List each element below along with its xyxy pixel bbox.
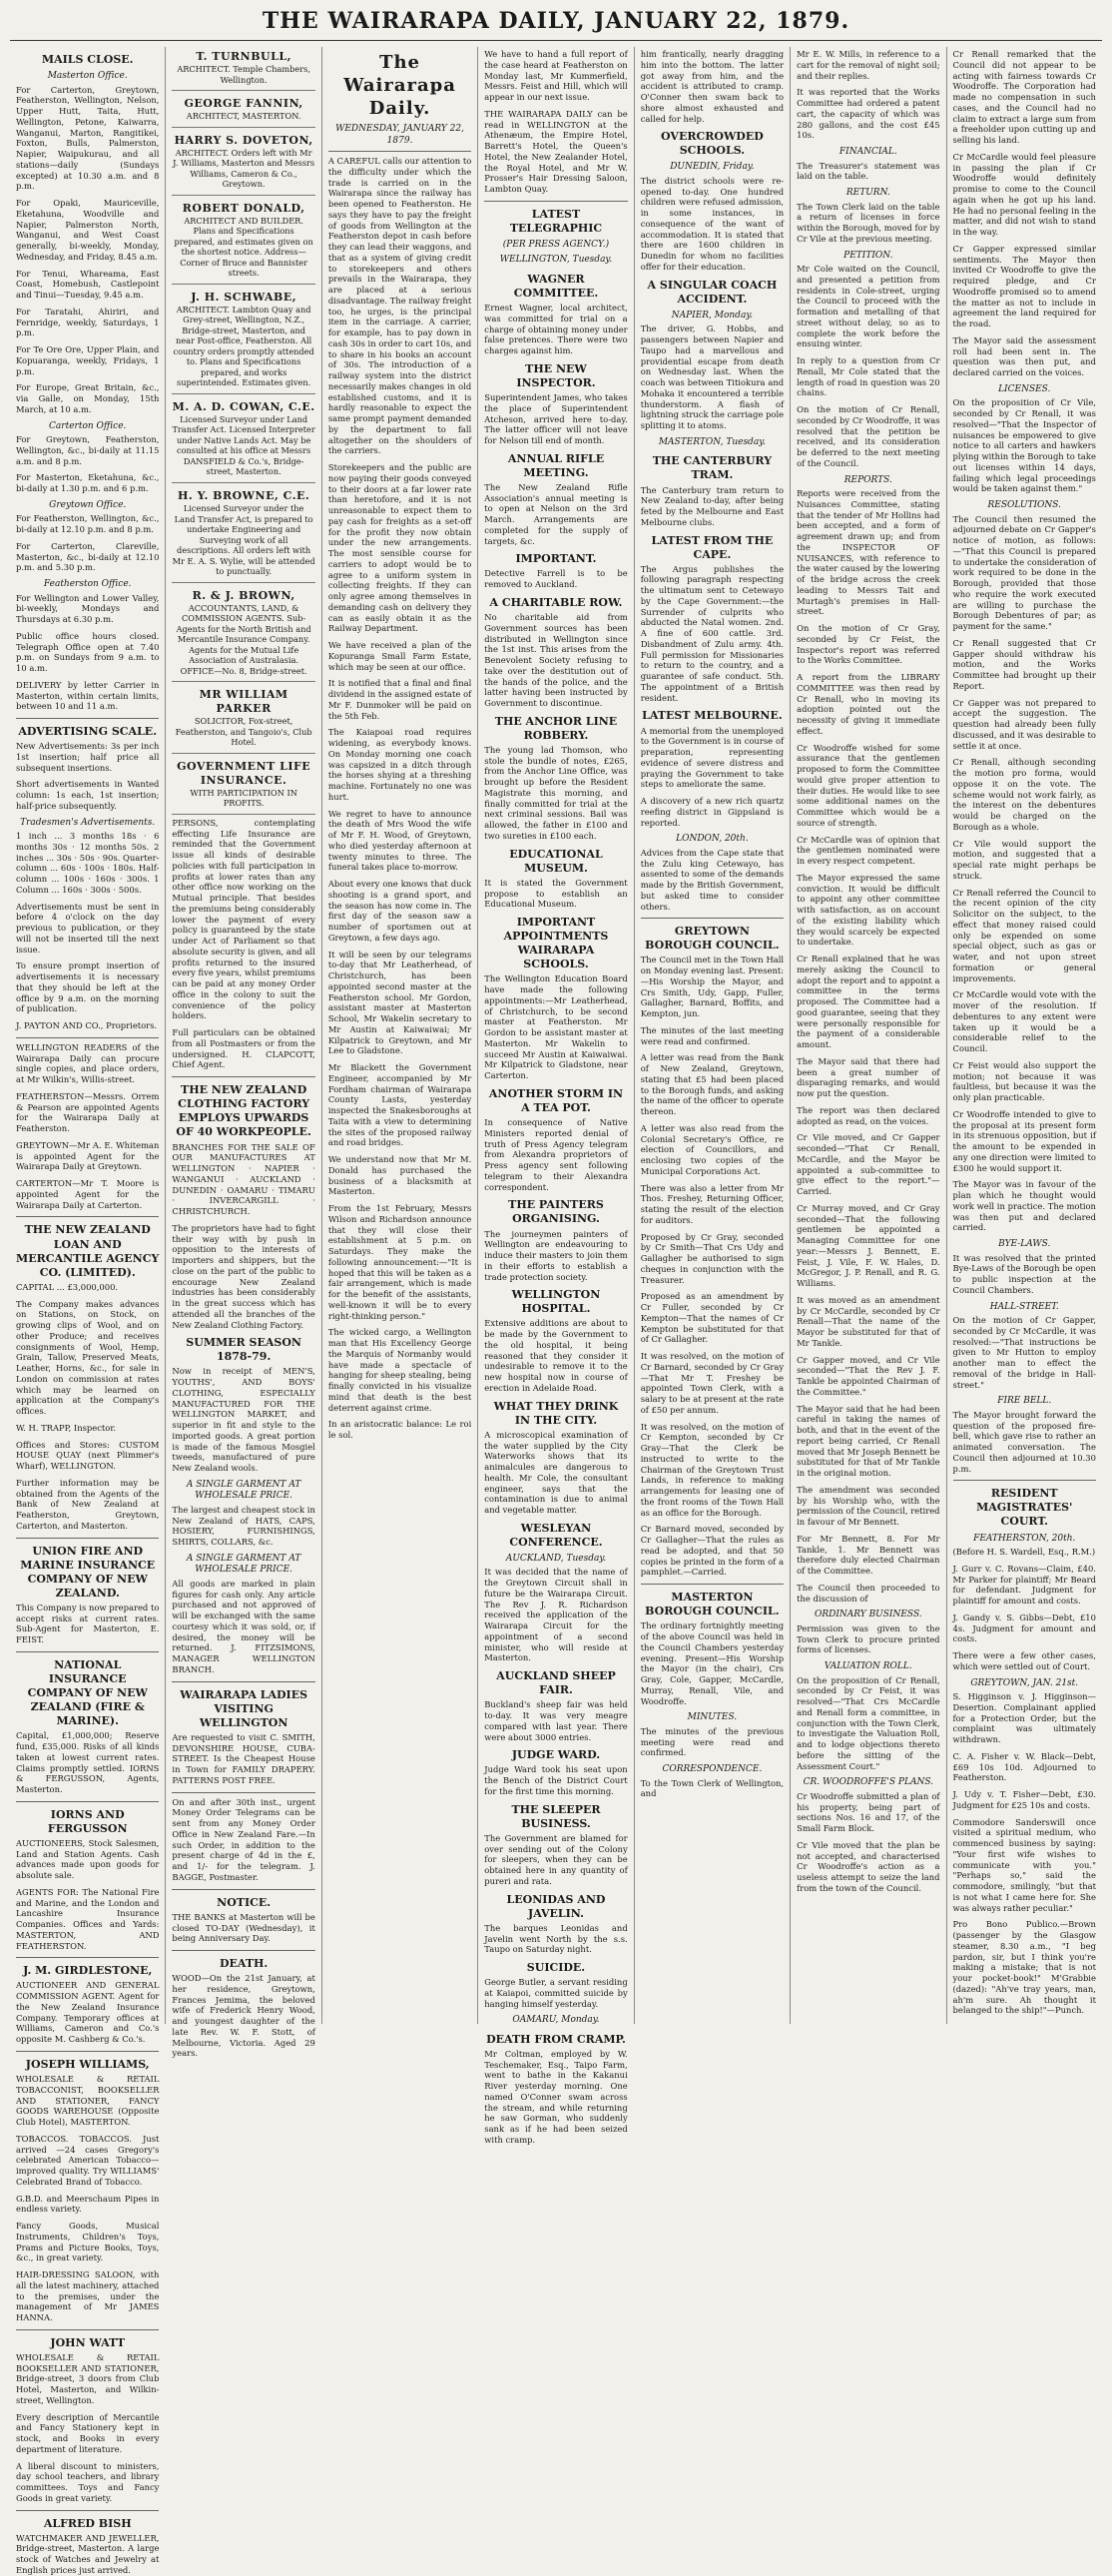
- article-paragraph: J. PAYTON AND CO., Proprietors.: [16, 1020, 158, 1031]
- section-heading: ALFRED BISH: [43, 2516, 132, 2530]
- column-rule: [16, 1957, 159, 1958]
- advert-name: GEORGE FANNIN,: [184, 97, 303, 111]
- article-paragraph: For Mr Bennett, 8. For Mr Tankle, 1. Mr Bennett was therefore duly elected Chairman of the Committee.: [797, 1533, 940, 1577]
- article-paragraph: For Taratahi, Ahiriri, and Fernridge, weekly, Saturdays, 1 p.m.: [16, 306, 160, 338]
- article-paragraph: Full particulars can be obtained from all Postmasters or from the undersigned. H. CLAPCOTT, Chief Agent.: [172, 1027, 315, 1070]
- section-subheading: REPORTS.: [843, 474, 892, 485]
- article-paragraph: Short advertisements in Wanted column: 1s each, 1st insertion; half-price subsequently.: [16, 779, 160, 811]
- advertisement: [172, 47, 314, 91]
- article-paragraph: Advices from the Cape state that the Zulu king Cetewayo, has assented to some of the demands made by the British Government, but asked time to consider others.: [640, 847, 785, 912]
- article-paragraph: It was reported that the Works Committee had ordered a patent cart, the capacity of which was 280 gallons, and the cost £45 10s.: [797, 87, 940, 141]
- article-paragraph: New Advertisements: 3s per inch 1st insertion; half price all subsequent insertions.: [16, 741, 160, 773]
- article-paragraph: CAPITAL ... £3,000,000.: [16, 1281, 119, 1292]
- article-paragraph: AUCTIONEER AND GENERAL COMMISSION AGENT. Agent for the New Zealand Insurance Company. Temporary offices at Williams, Cameron and Co.'s opposite M. Cashberg & Co.'s.: [16, 1980, 160, 2045]
- section-heading: WELLINGTON HOSPITAL.: [511, 1288, 601, 1316]
- article-paragraph: It is stated the Government propose to establish an Educational Museum.: [484, 877, 628, 910]
- column-rule: [953, 1480, 1096, 1481]
- section-heading: ANOTHER STORM IN A TEA POT.: [488, 1086, 624, 1115]
- advertisement: [172, 586, 314, 683]
- article-paragraph: him frantically, nearly dragging him into the bottom. The latter got away from him, and the accident is attributed to cramp. O'Conner then swam back to shore almost exhausted and called for help.: [640, 49, 785, 124]
- advert-body: SOLICITOR, Fox-street, Featherston, and Tangoio's, Club Hotel.: [175, 716, 312, 748]
- section-subheading: RESOLUTIONS.: [987, 500, 1061, 511]
- article-paragraph: S. Higginson v. J. Higginson—Desertion. Complainant applied for a Protection Order, but the complaint was ultimately withdrawn.: [952, 1691, 1096, 1745]
- article-paragraph: Reports were received from the Nuisances Committee, stating that the tender of Mr Hollins had been accepted, and a form of agreement drawn up; and from the INSPECTOR OF NUISANCES, with reference to the water caused by the lowering of the bridge across the creek leading to Messrs Tait and Murtagh's premises in Hall-street.: [797, 488, 940, 617]
- article-paragraph: No charitable aid from Government sources has been distributed in Wellington since the 1st inst. This arises from the Benevolent Society refusing to take over the destitution out of the hands of the police, and the latter having been instructed by Government to discontinue.: [484, 612, 628, 709]
- article-paragraph: All goods are marked in plain figures for cash only. Any article purchased and not approved of will be exchanged with the same courtesy which it was sold, or, if desired, the money will be returned. J. FITZSIMONS, MANAGER WELLINGTON BRANCH.: [172, 1578, 315, 1674]
- column-rule: [16, 1037, 159, 1038]
- article-paragraph: Mr Blackett the Government Engineer, accompanied by Mr Fordham chairman of Wairarapa County Lasts, yesterday inspected the Snakesboroughs at Taita with a view to determining the sites of the proposed railway and road bridges.: [327, 1062, 472, 1148]
- section-subheading: WEDNESDAY, JANUARY 22, 1879.: [335, 124, 464, 146]
- section-subheading: LICENSES.: [998, 383, 1051, 394]
- article-paragraph: Further information may be obtained from the Agents of the Bank of New Zealand at Featherston, Greytown, Carterton, and Masterton.: [16, 1477, 160, 1531]
- article-paragraph: For Greytown, Featherston, Wellington, &c., bi-daily at 11.15 a.m. and 8 p.m.: [16, 434, 160, 466]
- article-paragraph: The Argus publishes the following paragraph respecting the ultimatum sent to Cetewayo by the Cape Government:—the Surrender of culprits who abducted the Natal women. 2nd. A fine of 600 cattle. 3rd. Disbandment of Zulu army. 4th. Full permission for Missionaries to return to the country, and a guarantee of safe conduct. 5th. The appointment of a British resident.: [640, 563, 785, 703]
- section-subheading: PETITION.: [843, 250, 893, 261]
- article-paragraph: The Mayor expressed the same conviction. It would be difficult to appoint any other committee with satisfaction, as on account of the existing liability which they would scarcely be expected to undertake.: [797, 872, 940, 948]
- section-subheading: MINUTES.: [687, 1712, 738, 1723]
- article-paragraph: Every description of Mercantile and Fancy Stationery kept in stock, and Books in every department of literature.: [16, 2411, 160, 2454]
- section-heading: UNION FIRE AND MARINE INSURANCE COMPANY OF NEW ZEALAND.: [20, 1544, 156, 1600]
- article-paragraph: We have to hand a full report of the case heard at Featherston on Monday last, Mr Kummerfield, Messrs. Feist and Hill, which will appear in our next issue.: [484, 49, 628, 102]
- columns: [10, 47, 1102, 2575]
- article-paragraph: For Carterton, Clareville, Masterton, &c., bi-daily at 12.10 p.m. and 5.30 p.m.: [16, 540, 160, 573]
- article-paragraph: Proposed as an amendment by Cr Fuller, seconded by Cr Kempton—That the names of Cr Kempton be substituted for that of Cr Gallagher.: [640, 1291, 785, 1345]
- article-paragraph: The report was then declared adopted as read, on the voices.: [797, 1104, 940, 1126]
- article-paragraph: A letter was also read from the Colonial Secretary's Office, re election of Councillors, and enclosing two copies of the Municipal Corporations Act.: [640, 1122, 785, 1176]
- section-heading: ADVERTISING SCALE.: [18, 725, 158, 739]
- article-paragraph: On the proposition of Cr Vile, seconded by Cr Renall, it was resolved—"That the Inspector of nuisances be empowered to give notice to all carters and hawkers plying within the Borough to take out licenses within 14 days, failing which legal proceedings would be taken against them.": [952, 397, 1096, 494]
- article-paragraph: WHOLESALE & RETAIL TOBACCONIST, BOOKSELLER AND STATIONER, FANCY GOODS WAREHOUSE (Opposite Club Hotel), MASTERTON.: [16, 2074, 160, 2128]
- article-paragraph: On the motion of Cr Gray, seconded by Cr Feist, the Inspector's report was referred to the Works Committee.: [797, 623, 940, 666]
- article-paragraph: Storekeepers and the public are now paying their goods conveyed to their doors at a far lower rate than heretofore, and it is not unreasonable to expect them to pay cash for freights as a set-off for the profit they now obtain under the new arrangements. The most sensible course for carriers to adopt would be to agree to a uniform system in collecting freights. If they can only agree among themselves in demanding cash on delivery they can as easily obtain it as the Railway Department.: [327, 462, 472, 634]
- article-paragraph: The Mayor said the assessment roll had been sent in. The question was then put, and declared carried on the voices.: [952, 334, 1096, 377]
- article-paragraph: Cr McCardle would feel pleasure in passing the plan if Cr Woodroffe would definitely promise to come to the Council again when he got up his land. He had no personal feeling in the matter, and did not wish to stand in the way.: [952, 151, 1096, 237]
- article-paragraph: To ensure prompt insertion of advertisements it is necessary that they should be left at the office by 9 a.m. on the morning of publication.: [16, 961, 160, 1014]
- article-paragraph: WATCHMAKER AND JEWELLER, Bridge-street, Masterton. A large stock of Watches and Jewelry at English prices just arrived.: [16, 2532, 160, 2575]
- article-paragraph: A discovery of a new rich quartz reefing district in Gippsland is reported.: [640, 796, 785, 828]
- article-paragraph: A liberal discount to ministers, day school teachers, and library committees. Toys and Fancy Goods in great variety.: [16, 2460, 160, 2503]
- column-5: [635, 47, 791, 2024]
- column-rule: [172, 1681, 314, 1682]
- article-paragraph: It was resolved, on the motion of Cr Kempton, seconded by Cr Gray—That the Clerk be instructed to write to the Chairman of the Greytown Trust Lands, in reference to making arrangements for leasing one of the front rooms of the Town Hall as an office for the Borough.: [640, 1421, 785, 1518]
- article-paragraph: Cr Woodroffe wished for some assurance that the gentlemen proposed to form the Committee would give proper attention to their duties. He would like to see some additional names on the Committee which would be a source of strength.: [797, 742, 940, 828]
- article-paragraph: Extensive additions are about to be made by the Government to the old hospital, it being reasoned that they consider it undesirable to remove it to the new hospital now in course of erection in Adelaide Road.: [484, 1318, 628, 1393]
- article-paragraph: On the motion of Cr Renall, seconded by Cr Woodroffe, it was resolved that the petition be received, and its consideration be deferred to the next meeting of the Council.: [797, 404, 940, 468]
- article-paragraph: A CAREFUL calls our attention to the difficulty under which the trade is carried on in the Wairarapa since the railway has been opened to Featherston. He says they have to pay the freight of goods from Wellington at the Featherston depot in cash before they can lead their waggons, and that as a system of giving credit to storekeepers and others prevails in the Wairarapa, they are placed at a serious disadvantage. The railway freight too, he urges, is the principal item in the carriage. A carrier, for example, has to pay down in cash 30s in order to cart 10s, and to share in his books an account of 30s. The introduction of a railway system into the district necessarily makes changes in old established customs, and it is hardly reasonable to expect the same prompt payment demanded by the department to fall altogether on the shoulders of the carriers.: [327, 156, 472, 456]
- section-heading: GREYTOWN BOROUGH COUNCIL.: [645, 925, 780, 953]
- article-paragraph: It was decided that the name of the Greytown Circuit shall in future be the Wairarapa Circuit. The Rev J. R. Richardson received the application of the Wairarapa Circuit for the appointment of a second minister, who will reside at Masterton.: [484, 1567, 628, 1663]
- advert-name: M. A. D. COWAN, C.E.: [172, 399, 315, 413]
- advert-body: Licensed Surveyor under the Land Transfer Act, is prepared to undertake Engineering and Surveying work of all descriptions. All orders left with Mr E. A. S. Wylie, will be attended to punctually.: [172, 503, 315, 577]
- article-paragraph: About every one knows that duck shooting is a grand sport, and the season has now come in. The first day of the season saw a number of sportsmen out at Greytown, a few days ago.: [327, 879, 472, 943]
- article-paragraph: Cr Woodroffe submitted a plan of his property, being part of sections Nos. 16 and 17, of the Small Farm Block.: [797, 1790, 940, 1834]
- article-paragraph: On the proposition of Cr Renall, seconded by Cr Feist, it was resolved—"That Crs McCardle and Renall form a committee, in conjunction with the Town Clerk, to investigate the Valuation Roll, and to lodge objections thereto before the sitting of the Assessment Court.": [797, 1674, 940, 1771]
- section-heading: IMPORTANT APPOINTMENTS WAIRARAPA SCHOOLS.: [503, 916, 609, 971]
- article-paragraph: Commodore Sanderswill once visited a spiritual medium, who commenced business by saying: "Your first wife wishes to communicate with you." "Perhaps so," said the commodore, smilingly, "but that is not what I came here for. She was always rather peculiar.": [952, 1816, 1096, 1913]
- section-subheading: BYE-LAWS.: [998, 1239, 1051, 1250]
- section-heading: OVERCROWDED SCHOOLS.: [661, 130, 764, 158]
- section-heading: LEONIDAS AND JAVELIN.: [506, 1892, 606, 1920]
- article-paragraph: For Opaki, Mauriceville, Eketahuna, Woodville and Napier, Palmerston North, Wanganui, and West Coast generally, bi-weekly, Monday, Wednesday, and Friday, 8.45 a.m.: [16, 198, 160, 262]
- section-heading: NATIONAL INSURANCE COMPANY OF NEW ZEALAND (FIRE & MARINE).: [27, 1657, 148, 1728]
- advert-name: ROBERT DONALD,: [182, 201, 305, 215]
- article-paragraph: 1 inch ... 3 months 18s · 6 months 30s · 12 months 50s. 2 inches ... 30s · 50s · 90s. Quarter-column ... 60s · 100s · 180s. Half-column ... 100s · 160s · 300s. 1 Column ... 160s · 300s · 500s.: [16, 831, 160, 895]
- article-paragraph: Proposed by Cr Gray, seconded by Cr Smith—That Crs Udy and Gallagher be authorised to sign cheques in conjunction with the Treasurer.: [640, 1231, 785, 1285]
- article-paragraph: WELLINGTON READERS of the Wairarapa Daily can procure single copies, and place orders, at Mr Wilkin's, Willis-street.: [16, 1041, 160, 1085]
- advert-name: R. & J. BROWN,: [192, 588, 295, 602]
- article-paragraph: For Masterton, Eketahuna, &c., bi-daily at 1.30 p.m. and 6 p.m.: [16, 472, 160, 494]
- article-paragraph: Fancy Goods, Musical Instruments, Children's Toys, Prams and Picture Books, Toys, &c., in great variety.: [16, 2221, 160, 2263]
- advertisement: [172, 757, 314, 815]
- article-paragraph: Cr Renall, although seconding the motion pro forma, would oppose it on the vote. The scheme would not work fairly, as the interest on the debentures would be charged on the Borough as a whole.: [952, 757, 1096, 832]
- advert-name: H. Y. BROWNE, C.E.: [178, 488, 310, 502]
- article-paragraph: The minutes of the last meeting were read and confirmed.: [640, 1024, 785, 1046]
- section-heading: THE CANTERBURY TRAM.: [652, 454, 773, 482]
- column-rule: [16, 2329, 159, 2330]
- column-rule: [172, 1076, 314, 1077]
- article-paragraph: Cr Renall referred the Council to the recent opinion of the city Solicitor on the subject, to the effect that money raised could only be expended on some special object, such as gas or water, and not upon street formation or general improvements.: [952, 887, 1096, 983]
- section-subheading: HALL-STREET.: [989, 1301, 1059, 1312]
- article-paragraph: It was moved as an amendment by Cr McCardle, seconded by Cr Renall—That the name of the Mayor be substituted for that of Mr Tankle.: [797, 1294, 940, 1348]
- article-paragraph: A memorial from the unemployed to the Government is in course of preparation, representing evidence of severe distress and praying the Government to take steps to ameliorate the same.: [640, 725, 785, 790]
- article-paragraph: C. A. Fisher v. W. Black—Debt, £69 10s 10d. Adjourned to Featherston.: [952, 1750, 1096, 1783]
- advert-body: ARCHITECT. Lambton Quay and Grey-street, Wellington, N.Z., Bridge-street, Masterton, and near Post-office, Featherston. All country orders promptly attended to. Plans and Specifications prepared, and works superintended. Estimates given.: [173, 304, 314, 388]
- article-paragraph: The Kaiapoai road requires widening, as everybody knows. On Monday morning one coach was capsized in a ditch through the horses shying at a threshing machine. Fortunately no one was hurt.: [327, 727, 472, 802]
- article-paragraph: We have received a plan of the Kopuranga Small Farm Estate, which may be seen at our office.: [327, 640, 472, 672]
- advertisement: [172, 486, 314, 583]
- column-rule: [16, 1538, 159, 1539]
- section-subheading: Carterton Office.: [49, 420, 127, 431]
- article-paragraph: It is notified that a final and final dividend in the assigned estate of Mr F. Dunmoker will be paid on the 5th Feb.: [327, 678, 472, 721]
- column-rule: [16, 2051, 159, 2052]
- article-paragraph: In reply to a question from Cr Renall, Mr Cole stated that the length of road in question was 20 chains.: [797, 355, 940, 398]
- article-paragraph: Cr Woodroffe intended to give to the proposal at its present form in its strenuous opposition, but if the amount to be expended in any one direction were limited to £300 he would support it.: [952, 1108, 1096, 1173]
- section-heading: A SINGULAR COACH ACCIDENT.: [647, 278, 778, 306]
- article-paragraph: DELIVERY by letter Carrier in Masterton, within certain limits, between 10 and 11 a.m.: [16, 679, 160, 712]
- advert-name: HARRY S. DOVETON,: [174, 133, 313, 147]
- article-paragraph: Offices and Stores: CUSTOM HOUSE QUAY (next Plimmer's Wharf), WELLINGTON.: [16, 1439, 160, 1472]
- section-subheading: WELLINGTON, Tuesday.: [499, 255, 613, 266]
- article-paragraph: The New Zealand Rifle Association's annual meeting is to open at Nelson on the 3rd March. Arrangements are completed for the supply of targets, &c.: [484, 481, 628, 546]
- section-heading: LATEST TELEGRAPHIC: [509, 207, 603, 235]
- section-heading: SUMMER SEASON 1878-79.: [186, 1336, 301, 1364]
- article-paragraph: The Town Clerk laid on the table a return of licenses in force within the Borough, moved for by Cr Vile at the previous meeting.: [797, 201, 940, 244]
- article-paragraph: PERSONS, contemplating effecting Life Insurance are reminded that the Government issue all kinds of desirable policies with full participation in profits at lower rates than any other office now working on the Mutual principle. That besides the premiums being considerably lower the payment of every policy is guaranteed by the state under Act of Parliament so that absolute security is given, and all profits returned to the insured every five years, whilst premiums can be paid at any money Order office in the colony to suit the convenience of the policy holders.: [172, 817, 315, 1021]
- section-heading: IORNS AND FERGUSSON: [47, 1807, 128, 1835]
- article-paragraph: Cr McCardle was of opinion that the gentlemen nominated were in every respect competent.: [797, 834, 940, 867]
- article-paragraph: For Carterton, Greytown, Featherston, Wellington, Nelson, Upper Hutt, Taita, Hutt, Wellington, Petone, Kaiwarra, Wanganui, Marton, Rangitikei, Foxton, Bulls, Palmerston, Napier, Waipukurau, and all stations—daily (Sundays excepted) at 10.30 a.m. and 8 p.m.: [16, 84, 160, 192]
- article-paragraph: Cr Renall explained that he was merely asking the Council to adopt the report and to appoint a committee in the terms proposed. The Committee had a good guarantee, seeing that they were personally responsible for the payment of a considerable amount.: [797, 954, 940, 1050]
- article-paragraph: The Company makes advances on Stations, on Stock, on growing clips of Wool, and on other Produce; and receives consignments of Wool, Hemp, Grain, Tallow, Preserved Meats, Leather, Horns, &c., for sale in London on commission at rates which may be learned on application at the Company's offices.: [16, 1298, 160, 1417]
- section-subheading: Featherston Office.: [43, 579, 132, 590]
- column-6: [791, 47, 946, 2024]
- article-paragraph: The Mayor brought forward the question of the proposed fire-bell, which gave rise to rather an animated conversation. The Council then adjourned at 10.30 p.m.: [952, 1409, 1096, 1474]
- article-paragraph: We regret to have to announce the death of Mrs Wood the wife of Mr F. H. Wood, of Greytown, who died yesterday afternoon at twenty minutes to three. The funeral takes place to-morrow.: [327, 808, 472, 873]
- section-subheading: Greytown Office.: [49, 499, 127, 510]
- article-paragraph: CARTERTON—Mr T. Moore is appointed Agent for the Wairarapa Daily at Carterton.: [16, 1178, 160, 1210]
- section-heading: MASTERTON BOROUGH COUNCIL.: [645, 1591, 780, 1618]
- article-paragraph: For Te Ore Ore, Upper Plain, and Kopuaranga, weekly, Fridays, 1 p.m.: [16, 344, 160, 376]
- article-paragraph: The young lad Thomson, who stole the bundle of notes, £265, from the Anchor Line Office, was brought up before the Resident Magistrate this morning, and finally committed for trial at the next criminal sessions. Bail was allowed, the father in £100 and two sureties in £100 each.: [484, 744, 628, 841]
- section-heading: JUDGE WARD.: [511, 1748, 601, 1762]
- advert-name: T. TURNBULL,: [196, 50, 291, 63]
- article-paragraph: Capital, £1,000,000; Reserve fund, £35,000. Risks of all kinds taken at lowest current rates. Claims promptly settled. IORNS & FERGUSSON, Agents, Masterton.: [16, 1730, 160, 1794]
- article-paragraph: Cr McCardle would vote with the mover of the resolution. If debentures to any extent were taken up it would be a considerable relief to the Council.: [952, 989, 1096, 1054]
- article-paragraph: Cr Feist would also support the motion; not because it was faultless, but because it was the only plan practicable.: [952, 1059, 1096, 1103]
- column-2: [166, 47, 321, 2059]
- advertisement: [172, 94, 314, 128]
- article-paragraph: The Government are blamed for over sending out of the Colony for sleepers, when they can be obtained here in any quantity of pureri and rata.: [484, 1832, 628, 1886]
- advertisement: [172, 685, 314, 754]
- article-paragraph: The barques Leonidas and Javelin went North by the s.s. Taupo on Saturday night.: [484, 1922, 628, 1955]
- article-paragraph: WHOLESALE & RETAIL BOOKSELLER AND STATIONER, Bridge-street, 3 doors from Club Hotel, Masterton, and Wilkin-street, Wellington.: [16, 2351, 160, 2405]
- section-heading: JOHN WATT: [50, 2335, 126, 2349]
- article-paragraph: TOBACCOS. TOBACCOS. Just arrived —24 cases Gregory's celebrated American Tobacco—improved quality. Try WILLIAMS' Celebrated Brand of Tobacco.: [16, 2133, 160, 2187]
- column-rule: [16, 1651, 159, 1652]
- section-subheading: MASTERTON, Tuesday.: [658, 436, 766, 447]
- article-paragraph: GREYTOWN—Mr A. E. Whiteman is appointed Agent for the Wairarapa Daily at Greytown.: [16, 1139, 160, 1172]
- article-paragraph: W. H. TRAPP, Inspector.: [16, 1422, 117, 1433]
- column-7: [947, 47, 1102, 2024]
- article-paragraph: It was resolved, on the motion of Cr Barnard, seconded by Cr Gray—That Mr T. Freshey be appointed Town Clerk, with a salary to be at present at the rate of £50 per annum.: [640, 1351, 785, 1415]
- section-heading: WAIRARAPA LADIES VISITING WELLINGTON: [180, 1687, 308, 1729]
- newspaper-nameplate: The Wairarapa Daily.: [343, 52, 456, 120]
- section-heading: WHAT THEY DRINK IN THE CITY.: [493, 1399, 619, 1427]
- article-paragraph: From the 1st February, Messrs Wilson and Richardson announce that they will close their establishment at 5 p.m. on Saturdays. They make the following announcement:—"It is hoped that this will be taken as a fair arrangement, which is made for the benefit of the assistants, well-known it will be to every right-thinking person.": [327, 1203, 472, 1321]
- section-heading: WAGNER COMMITTEE.: [513, 272, 599, 301]
- article-paragraph: J. Gandy v. S. Gibbs—Debt, £10 4s. Judgment for amount and costs.: [952, 1611, 1096, 1644]
- article-paragraph: The Mayor said that he had been careful in taking the names of both, and that in the event of the report being carried, Cr Renall moved that Mr Joseph Bennett be substituted for that of Mr Tankle in the original motion.: [797, 1403, 940, 1479]
- section-subheading: Tradesmen's Advertisements.: [20, 817, 156, 828]
- article-paragraph: For Wellington and Lower Valley, bi-weekly, Mondays and Thursdays at 6.30 p.m.: [16, 592, 160, 625]
- article-paragraph: On the motion of Cr Gapper, seconded by Cr McCardle, it was resolved:—"That instructions be given to Mr Hutton to employ another man to effect the removal of the bridge in Hall-street.": [952, 1315, 1096, 1390]
- advertisement: [172, 199, 314, 285]
- article-paragraph: Public office hours closed. Telegraph Office open at 7.40 p.m. on Sundays from 9 a.m. to 10 a.m.: [16, 630, 160, 674]
- article-paragraph: Cr Vile would support the motion, and suggested that a special rate might perhaps be struck.: [952, 838, 1096, 881]
- advert-body: WITH PARTICIPATION IN PROFITS.: [190, 787, 297, 809]
- section-heading: LATEST MELBOURNE.: [642, 709, 783, 723]
- article-paragraph: In consequence of Native Ministers reported denial of truth of Press Agency telegram from Alexandra proprietors of Press agency sent following telegram to their Alexandra correspondent.: [484, 1117, 628, 1192]
- article-paragraph: The driver, G. Hobbs, and passengers between Napier and Taupo had a marvellous and providential escape from death on Wednesday last. When the coach was between Titiokura and Mohaka it encountered a terrible thunderstorm. A flash of lightning struck the carriage pole splitting it to atoms.: [640, 323, 785, 431]
- article-paragraph: George Butler, a servant residing at Kaiapoi, committed suicide by hanging himself yesterday.: [484, 1977, 628, 2009]
- article-paragraph: Cr Gapper expressed similar sentiments. The Mayor then invited Cr Woodroffe to give the required pledge, and Cr Woodroffe promised so to amend the matter as not to include in agreement the land required for the road.: [952, 243, 1096, 328]
- article-paragraph: It was resolved that the printed Bye-Laws of the Borough be open to public inspection at the Council Chambers.: [952, 1252, 1096, 1295]
- section-heading: DEATH.: [220, 1957, 269, 1971]
- section-heading: THE NEW INSPECTOR.: [516, 361, 596, 389]
- article-paragraph: The wicked cargo, a Wellington man that His Excellency George the Marquis of Normanby would have made a spectacle of hanging for sheep stealing, being finally convicted in his visualize mind that death is the best deterrent against crime.: [327, 1327, 472, 1413]
- article-paragraph: A letter was read from the Bank of New Zealand, Greytown, stating that £5 had been placed to the Borough funds, and asking the name of the officer to operate thereon.: [640, 1052, 785, 1117]
- article-paragraph: The minutes of the previous meeting were read and confirmed.: [640, 1725, 785, 1758]
- section-heading: WESLEYAN CONFERENCE.: [509, 1521, 603, 1549]
- article-paragraph: Cr Renall suggested that Cr Gapper should withdraw his motion, and the Works Committee had brought up their Report.: [952, 637, 1096, 691]
- section-heading: IMPORTANT.: [515, 552, 597, 566]
- article-paragraph: The Council then resumed the adjourned debate on Cr Gapper's notice of motion, as follows:—"That this Council is prepared to undertake the consideration of work required to be done in the Borough, provided that those who require the work executed are willing to purchase the Borough Debentures of par; as payment for the same.": [952, 513, 1096, 632]
- article-paragraph: A report from the LIBRARY COMMITTEE was then read by Cr Renall, who in moving its adoption pointed out the necessity of giving it immediate effect.: [797, 672, 940, 736]
- section-subheading: ORDINARY BUSINESS.: [814, 1610, 922, 1620]
- article-paragraph: Cr Renall remarked that the Council did not appear to be acting with fairness towards Cr Woodroffe. The Corporation had made no compensation in such cases, and the Council had no claim to extract a large sum from a freeholder upon cutting up and selling his land.: [952, 49, 1096, 145]
- column-rule: [172, 1889, 314, 1890]
- article-paragraph: AUCTIONEERS, Stock Salesmen, Land and Station Agents. Cash advances made upon goods for absolute sale.: [16, 1837, 160, 1881]
- article-paragraph: To the Town Clerk of Wellington, and: [640, 1777, 785, 1799]
- article-paragraph: It will be seen by our telegrams to-day that Mr Leatherhead, of Christchurch, has been appointed second master at the Featherston school. Mr Gordon, assistant master at Masterton School, Mr Wakelin secretary to Mr Austin at Kaiwaiwai; Mr Kilpatrick to Greytown, and Mr Lee to Gladstone.: [327, 949, 472, 1056]
- section-heading: THE PAINTERS ORGANISING.: [508, 1198, 604, 1226]
- section-subheading: Masterton Office.: [47, 71, 128, 82]
- section-heading: NOTICE.: [217, 1895, 272, 1909]
- article-paragraph: The journeymen painters of Wellington are endeavouring to induce their masters to join them in their efforts to establish a trade protection society.: [484, 1228, 628, 1282]
- article-paragraph: J. Gurr v. C. Rovans—Claim, £40. Mr Parker for plaintiff; Mr Beard for defendant. Judgment for plaintiff for amount and costs.: [952, 1563, 1096, 1607]
- article-paragraph: Ernest Wagner, local architect, was committed for trial on a charge of obtaining money under false pretences. There were two charges against him.: [484, 303, 628, 356]
- masthead-title: THE WAIRARAPA DAILY, JANUARY 22, 1879.: [10, 8, 1102, 41]
- article-paragraph: Cr Vile moved that the plan be not accepted, and characterised Cr Woodroffe's action as a useless attempt to seize the land from the town of the Council.: [797, 1839, 940, 1893]
- column-rule: [641, 918, 784, 919]
- article-paragraph: The Mayor was in favour of the plan which he thought would work well in practice. The motion was then put and declared carried.: [952, 1179, 1096, 1233]
- article-paragraph: The Treasurer's statement was laid on the table.: [797, 160, 940, 182]
- section-subheading: DUNEDIN, Friday.: [670, 162, 755, 173]
- section-heading: MAILS CLOSE.: [41, 53, 134, 66]
- column-rule: [641, 1584, 784, 1585]
- advertisement: [172, 288, 314, 394]
- article-paragraph: Cr Gapper moved, and Cr Vile seconded—"That the Rev J. F. Tankle be appointed Chairman of the Committee.": [797, 1354, 940, 1397]
- section-subheading: OAMARU, Monday.: [512, 2015, 600, 2026]
- article-paragraph: Are requested to visit C. SMITH, DEVONSHIRE HOUSE, CUBA-STREET. Is the Cheapest House in Town for FAMILY DRAPERY. PATTERNS POST FREE.: [172, 1731, 315, 1785]
- column-rule: [484, 201, 627, 202]
- article-paragraph: In an aristocratic balance: Le roi le sol.: [327, 1419, 472, 1441]
- section-subheading: FINANCIAL.: [838, 147, 897, 157]
- article-paragraph: Cr Gapper was not prepared to accept the suggestion. The question had already been fully discussed, and it was desirable to settle it at once.: [952, 697, 1096, 751]
- section-subheading: CR. WOODROFFE'S PLANS.: [803, 1777, 934, 1788]
- section-subheading: FEATHERSTON, 20th.: [973, 1533, 1076, 1544]
- article-paragraph: Judge Ward took his seat upon the Bench of the District Court for the first time this morning.: [484, 1764, 628, 1796]
- article-paragraph: J. Udy v. T. Fisher—Debt, £30. Judgment for £25 10s and costs.: [952, 1789, 1096, 1810]
- article-paragraph: Mr Cole waited on the Council, and presented a petition from residents in Cole-street, urging the Council to proceed with the formation and metalling of that street without delay, so as to complete the work before the ensuing winter.: [797, 264, 940, 349]
- article-paragraph: The amendment was seconded by his Worship who, with the permission of the Council, retired in favour of Mr Bennett.: [797, 1484, 940, 1528]
- article-paragraph: G.B.D. and Meerschaum Pipes in endless variety.: [16, 2193, 160, 2215]
- column-rule: [16, 1801, 159, 1802]
- section-heading: ANNUAL RIFLE MEETING.: [507, 451, 605, 479]
- advert-name: GOVERNMENT LIFE INSURANCE.: [177, 759, 311, 787]
- article-paragraph: Advertisements must be sent in before 4 o'clock on the day previous to publication, or they will not be inserted till the next issue.: [16, 901, 160, 955]
- section-subheading: AUCKLAND, Tuesday.: [505, 1553, 607, 1564]
- article-paragraph: There was also a letter from Mr Thos. Freshey, Returning Officer, stating the result of the election for auditors.: [640, 1182, 785, 1225]
- advert-body: ACCOUNTANTS, LAND, & COMMISSION AGENTS. Sub-Agents for the North British and Mercantile Insurance Company. Agents for the Mutual Life Association of Australasia. OFFICE—No. 8, Bridge-street.: [176, 602, 311, 676]
- article-paragraph: The district schools were re-opened to-day. One hundred children were refused admission, in some instances, in consequence of the want of accommodation. It is stated that there are 1600 children in Dunedin for whom no facilities offer for their education.: [640, 175, 785, 272]
- article-paragraph: THE BANKS at Masterton will be closed TO-DAY (Wednesday), it being Anniversary Day.: [172, 1911, 315, 1944]
- article-paragraph: The Council then proceeded to the discussion of: [797, 1582, 940, 1604]
- article-paragraph: We understand now that Mr M. Donald has purchased the business of a blacksmith at Masterton.: [327, 1154, 472, 1197]
- advert-body: ARCHITECT, MASTERTON.: [186, 111, 301, 122]
- section-subheading: (PER PRESS AGENCY.): [502, 239, 610, 250]
- article-paragraph: HAIR-DRESSING SALOON, with all the latest machinery, attached to the premises, under the management of Mr JAMES HANNA.: [16, 2269, 160, 2323]
- article-paragraph: On and after 30th inst., urgent Money Order Telegrams can be sent from any Money Order Office in New Zealand Fare.—In such Order, in addition to the present charge of 4d in the £, and 1/- for the telegram. J. BAGGE, Postmaster.: [172, 1796, 315, 1882]
- article-paragraph: Detective Farrell is to be removed to Auckland.: [484, 568, 628, 590]
- column-1: [10, 47, 166, 2575]
- article-paragraph: The Canterbury tram return to New Zealand to-day, after being feted by the Melbourne and East Melbourne clubs.: [640, 484, 785, 527]
- article-paragraph: Superintendent James, who takes the place of Superintendent Atcheson, arrived here to-day. The latter officer will not leave for Nelson till end of month.: [484, 392, 628, 445]
- advert-body: ARCHITECT. Temple Chambers, Wellington.: [177, 64, 310, 85]
- section-heading: THE SLEEPER BUSINESS.: [511, 1802, 601, 1830]
- section-heading: THE NEW ZEALAND CLOTHING FACTORY EMPLOYS UPWARDS OF 40 WORKPEOPLE.: [176, 1083, 311, 1139]
- article-paragraph: For Tenui, Whareama, East Coast, Homebush, Castlepoint and Tinui—Tuesday, 9.45 a.m.: [16, 268, 160, 301]
- section-heading: JOSEPH WILLIAMS,: [25, 2057, 150, 2071]
- article-paragraph: FEATHERSTON—Messrs. Orrem & Pearson are appointed Agents for the Wairarapa Daily at Featherston.: [16, 1090, 160, 1134]
- article-paragraph: The Council met in the Town Hall on Monday evening last. Present:—His Worship the Mayor, and Crs Smith, Udy, Gapp, Fuller, Gallagher, Barnard, Boffits, and Kempton, jun.: [640, 955, 785, 1019]
- section-heading: LATEST FROM THE CAPE.: [651, 533, 774, 561]
- article-paragraph: The proprietors have had to fight their way with by push in opposition to the interests of importers and shippers, but the close on the part of the public to encourage New Zealand industries has been considerably in the great success which has attended all the branches of the New Zealand Clothing Factory.: [172, 1222, 315, 1330]
- article-paragraph: Buckland's sheep fair was held to-day. It was very meagre compared with last year. There were about 3000 entries.: [484, 1699, 628, 1742]
- article-paragraph: The ordinary fortnightly meeting of the above Council was held in the Council Chambers yesterday evening. Present—His Worship the Mayor (in the chair), Crs Gray, Cole, Gapper, McCardle, Murray, Renall, Vile, and Woodroffe.: [640, 1620, 785, 1706]
- column-rule: [16, 1216, 159, 1217]
- advert-body: ARCHITECT AND BUILDER. Plans and Specifications prepared, and estimates given on the shortest notice. Address—Corner of Bruce and Bannister streets.: [174, 215, 313, 279]
- column-rule: [172, 1792, 314, 1793]
- article-paragraph: Cr Vile moved, and Cr Gapper seconded—"That Cr Renall, McCardle, and the Mayor be appointed a sub-committee to give effect to the report."—Carried.: [797, 1132, 940, 1197]
- article-paragraph: Mr E. W. Mills, in reference to a cart for the removal of night soil; and their replies.: [797, 49, 940, 81]
- column-3: [322, 47, 478, 2024]
- article-paragraph: Now in receipt of MEN'S, YOUTHS', AND BOYS' CLOTHING, ESPECIALLY MANUFACTURED FOR THE WELLINGTON MARKET, and superior in fit and style to the imported goods. A great portion is made of the famous Mosgiel tweeds, manufactured of pure New Zealand wools.: [172, 1366, 315, 1474]
- advert-name: MR WILLIAM PARKER: [199, 688, 288, 716]
- section-subheading: GREYTOWN, JAN. 21st.: [970, 1677, 1079, 1688]
- advertisement: [172, 397, 314, 483]
- section-subheading: NAPIER, Monday.: [671, 310, 754, 321]
- section-subheading: VALUATION ROLL.: [824, 1661, 912, 1672]
- article-paragraph: Permission was given to the Town Clerk to procure printed forms of licenses.: [797, 1622, 940, 1655]
- section-heading: THE NEW ZEALAND LOAN AND MERCANTILE AGENCY CO. (LIMITED).: [16, 1223, 160, 1279]
- advertisement: [172, 131, 314, 196]
- section-subheading: CORRESPONDENCE.: [662, 1764, 763, 1775]
- section-heading: DEATH FROM CRAMP.: [486, 2032, 626, 2046]
- article-paragraph: Mr Coltman, employed by W. Teschemaker, Esq., Taipo Farm, went to bathe in the Kakanui River yesterday morning. One named O'Conner swam across the stream, and while returning he saw Gorman, who suddenly sank as if he had been seized with cramp.: [484, 2048, 628, 2145]
- article-paragraph: WOOD—On the 21st January, at her residence, Greytown, Frances Jemima, the beloved wife of Frederick Henry Wood, and youngest daughter of the late Rev. W. F. Stott, of Melbourne, Victoria. Aged 29 years.: [172, 1973, 315, 2059]
- article-paragraph: Cr Barnard moved, seconded by Cr Gallagher—That the rules as read be adopted, and that 50 copies be printed in the form of a pamphlet.—Carried.: [640, 1524, 785, 1578]
- advert-body: ARCHITECT. Orders left with Mr J. Williams, Masterton and Messrs Williams, Cameron & Co., Greytown.: [173, 147, 315, 190]
- section-heading: RESIDENT MAGISTRATES' COURT.: [976, 1487, 1073, 1529]
- section-subheading: FIRE BELL.: [997, 1396, 1052, 1407]
- article-paragraph: AGENTS FOR: The National Fire and Marine, and the London and Lancashire Insurance Companies. Offices and Yards: MASTERTON, AND FEATHERSTON.: [16, 1886, 160, 1951]
- article-paragraph: BRANCHES FOR THE SALE OF OUR MANUFACTURES AT WELLINGTON · NAPIER · WANGANUI · AUCKLAND · DUNEDIN · OAMARU · TIMARU · INVERCARGILL · CHRISTCHURCH.: [172, 1141, 315, 1216]
- section-heading: AUCKLAND SHEEP FAIR.: [496, 1669, 616, 1697]
- column-rule: [16, 2510, 159, 2511]
- column-rule: [16, 718, 159, 719]
- article-paragraph: A microscopical examination of the water supplied by the City Waterworks shows that its animalcules are dangerous to health. Mr Cole, the consultant engineer, says that the contamination is due to animal and vegetable matter.: [484, 1429, 628, 1516]
- article-paragraph: THE WAIRARAPA DAILY can be read in WELLINGTON at the Athenæum, the Empire Hotel, Barrett's Hotel, the Queen's Hotel, the New Zealander Hotel, the Royal Hotel, and Mr W. Prosser's Hair Dressing Saloon, Lambton Quay.: [484, 108, 628, 194]
- section-heading: SUICIDE.: [526, 1961, 586, 1975]
- article-paragraph: The largest and cheapest stock in New Zealand of HATS, CAPS, HOSIERY, FURNISHINGS, SHIRTS, COLLARS, &c.: [172, 1504, 315, 1548]
- article-paragraph: This Company is now prepared to accept risks at current rates. Sub-Agent for Masterton, E. FEIST.: [16, 1602, 160, 1645]
- column-4: [478, 47, 634, 2145]
- column-rule: [328, 151, 471, 152]
- article-paragraph: Pro Bono Publico.—Brown (passenger by the Glasgow steamer, 8.30 a.m., "I beg pardon, sir, but I think you're making a mistake; that is not your pocket-book!" M'Grabbie (dazed): "Ah've tray years, man, ah'm sure. Ah thought it belanged to the ship!"—Punch.: [952, 1919, 1096, 2016]
- advert-body: Licensed Surveyor under Land Transfer Act. Licensed Interpreter under Native Lands Act. May be consulted at his office at Messrs DANSFIELD & Co.'s, Bridge-street, Masterton.: [172, 413, 315, 477]
- section-subheading: LONDON, 20th.: [676, 834, 749, 845]
- section-heading: A CHARITABLE ROW.: [489, 595, 623, 609]
- article-paragraph: (Before H. S. Wardell, Esq., R.M.): [952, 1547, 1096, 1558]
- article-paragraph: For Featherston, Wellington, &c., bi-daily at 12.10 p.m. and 8 p.m.: [16, 513, 160, 535]
- advert-name: J. H. SCHWABE,: [191, 290, 297, 304]
- article-paragraph: For Europe, Great Britain, &c., via Galle, on Monday, 15th March, at 10 a.m.: [16, 382, 160, 414]
- section-heading: THE ANCHOR LINE ROBBERY.: [494, 714, 618, 742]
- article-paragraph: The Wellington Education Board have made the following appointments:—Mr Leatherhead, of Christchurch, to be second master at Featherston. Mr Gordon to be assistant master at Masterton. Mr Wakelin to succeed Mr Austin at Kaiwaiwai. Mr Kilpatrick to Gladstone, near Carterton.: [484, 973, 628, 1081]
- article-paragraph: There were a few other cases, which were settled out of Court.: [952, 1650, 1096, 1671]
- section-subheading: A SINGLE GARMENT AT WHOLESALE PRICE.: [186, 1553, 301, 1576]
- article-paragraph: The Mayor said that there had been a great number of disparaging remarks, and would now put the question.: [797, 1055, 940, 1099]
- section-heading: J. M. GIRDLESTONE,: [23, 1964, 153, 1978]
- article-paragraph: Cr Murray moved, and Cr Gray seconded—That the following gentlemen be appointed a Managing Committee for one year:—Messrs J. Bennett, E. Feist, J. Vile, F. W. Hales, D. McGregor, J. P. Renall, and R. G. Williams.: [797, 1202, 940, 1289]
- column-rule: [172, 1950, 314, 1951]
- section-heading: EDUCATIONAL MUSEUM.: [509, 847, 603, 875]
- section-subheading: A SINGLE GARMENT AT WHOLESALE PRICE.: [186, 1479, 301, 1502]
- section-subheading: RETURN.: [845, 188, 890, 199]
